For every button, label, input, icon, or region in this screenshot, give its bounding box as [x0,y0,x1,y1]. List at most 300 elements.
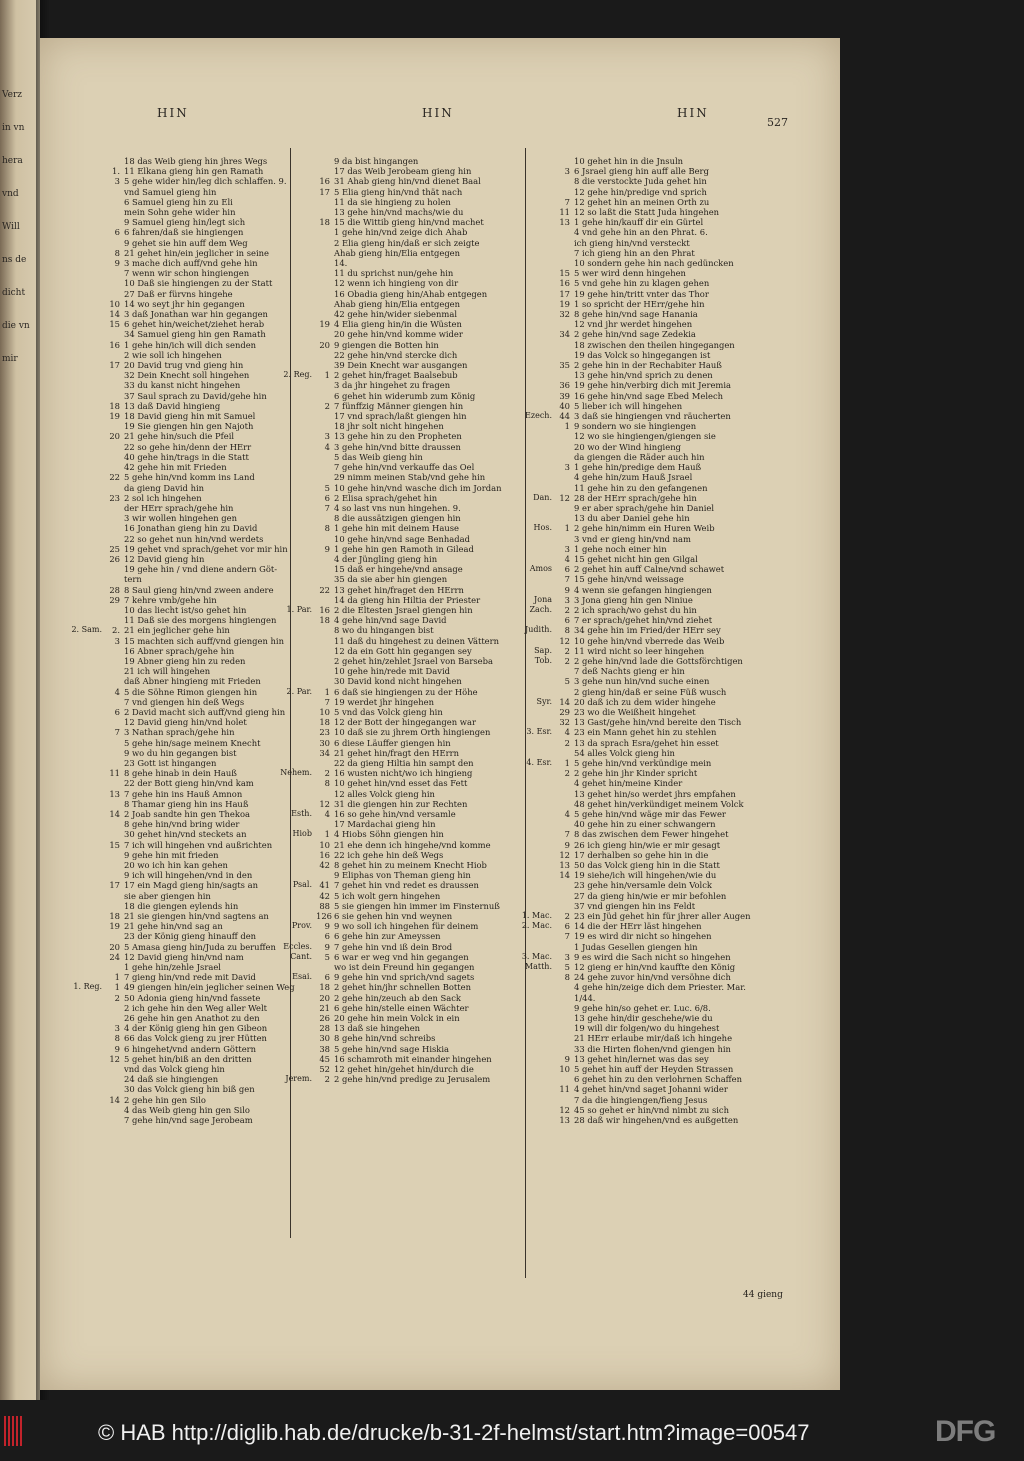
concordance-entry [556,1033,751,1043]
chapter-number: 6 [564,564,570,575]
chapter-number: 11 [559,1084,570,1095]
concordance-entry [556,789,751,799]
chapter-number: 8 [324,778,330,789]
concordance-entry [106,911,295,921]
book-abbreviation: Zach. [529,604,552,614]
book-abbreviation: 2. Mac. [521,921,552,931]
concordance-entry [316,309,501,319]
concordance-entry [556,370,751,380]
entry-text: 9 gehe hin mit frieden [124,849,219,860]
entry-text: 27 Daß er fürvns hingehe [124,288,233,299]
entry-text: 7 fünffzig Männer giengen hin [334,400,464,411]
entry-text: 11 Daß sie des morgens hingiengen [124,615,277,626]
concordance-entry [316,860,501,870]
chapter-number: 2 [564,768,570,779]
concordance-entry [316,278,501,288]
entry-text: 11 daß du hingehest zu deinen Vättern [334,635,500,646]
chapter-number: 4 [564,553,570,564]
concordance-entry [106,268,295,278]
chapter-number: 8 [114,1033,120,1044]
entry-text: 13 daß sie hingehen [334,1023,421,1034]
concordance-entry [106,993,295,1003]
chapter-number: 22 [319,584,330,595]
concordance-entry [106,421,295,431]
concordance-entry [106,758,295,768]
chapter-number: 5 [564,962,570,973]
entry-text: 20 daß ich zu dem wider hingehe [574,696,716,707]
concordance-entry [556,187,751,197]
chapter-number: 18 [319,717,330,728]
concordance-entry [556,717,751,727]
concordance-entry [106,227,295,237]
entry-text: 6 gehe hin zur Ameyssen [334,931,441,942]
chapter-number: 6 [114,227,120,238]
entry-text: vnd Samuel gieng hin [124,186,217,197]
entry-text: 6 gehe hin/stelle einen Wächter [334,1002,469,1013]
entry-text: 20 gehe hin/vnd komme wider [334,329,463,340]
entry-text: 19 gehe hin/verbirg dich mit Jeremia [574,380,732,391]
chapter-number: 9 [324,543,330,554]
entry-text: 32 Dein Knecht soll hingehen [124,370,250,381]
chapter-number: 8 [564,625,570,636]
concordance-entry [316,738,501,748]
concordance-entry [556,534,751,544]
concordance-entry [556,1074,751,1084]
concordance-entry [525,411,751,422]
entry-text: 9 sondern wo sie hingiengen [574,421,697,432]
entry-text: 11 gehe hin zu den gefangenen [574,482,708,493]
concordance-entry [106,1105,295,1115]
entry-text: 1 gehe hin/predige dem Hauß [574,462,702,473]
concordance-entry [316,248,501,258]
chapter-number: 13 [559,860,570,871]
chapter-number: 16 [559,278,570,289]
concordance-entry [556,513,751,523]
entry-text: 15 gehet nicht hin gen Gilgal [574,553,698,564]
chapter-number: 12 [319,798,330,809]
entry-text: 2 Elisa sprach/gehet hin [334,492,438,503]
book-abbreviation: Tob. [534,655,552,665]
concordance-entry [106,901,295,911]
concordance-column-3 [521,156,751,1126]
chapter-number: 4 [564,809,570,819]
concordance-entry [106,1115,295,1125]
concordance-entry [556,248,751,258]
entry-text: 12 gehe hin/predige vnd sprich [574,186,707,197]
concordance-entry [556,1044,751,1054]
entry-text: 3 gehe hin/vnd bitte draussen [334,441,461,452]
chapter-number: 15 [109,839,120,850]
concordance-entry [556,687,751,697]
entry-text: 12 gieng er hin/vnd kauffte den König [574,962,736,973]
concordance-entry [556,544,751,554]
attribution-link[interactable]: © HAB http://diglib.hab.de/drucke/b-31-2f-helmst/start.htm?image=00547 [98,1420,810,1445]
chapter-number: 34 [559,329,570,340]
chapter-number: 28 [319,1023,330,1034]
concordance-entry [106,880,295,890]
chapter-number: 52 [319,1064,330,1075]
concordance-entry [316,840,501,850]
entry-text: 2 gehe hin/zeuch ab den Sack [334,992,462,1003]
entry-text: 18 zwischen den theilen hingegangen [574,339,735,350]
entry-text: 5 vnd das Volck gieng hin [334,706,443,717]
concordance-entry [316,503,501,513]
concordance-entry [106,1074,295,1084]
chapter-number: 23 [109,492,120,503]
entry-text: 7 ich will hingehen vnd außrichten [124,839,273,850]
entry-text: 7 gehe hin/vnd sage Jerobeam [124,1115,253,1126]
chapter-number: 14 [559,696,570,707]
entry-text: 2 gehet hin/zehlet Jsrael von Barseba [334,655,493,666]
entry-text: 9 er aber sprach/gehe hin Daniel [574,502,715,513]
entry-text: 23 gehe hin/versamle dein Volck [574,880,712,891]
entry-text: 10 gehet hin/vnd esset das Fett [334,778,468,789]
concordance-entry [556,799,751,809]
entry-text: 20 wo ich hin kan gehen [124,860,228,871]
entry-text: 12 so laßt die Statt Juda hingehen [574,207,720,218]
chapter-number: 20 [109,941,120,952]
concordance-entry [106,442,295,452]
concordance-entry [106,309,295,319]
concordance-entry [106,666,295,676]
concordance-entry [316,401,501,411]
concordance-entry [524,962,751,973]
concordance-column-1 [71,156,295,1126]
concordance-entry [556,1003,751,1013]
entry-text: 10 daß sie zu jhrem Orth hingiengen [334,727,491,738]
entry-text: 17 vnd sprach/laßt giengen hin [334,411,467,422]
entry-text: 2 Joab sandte hin gen Thekoa [124,809,250,819]
concordance-entry [290,951,501,962]
chapter-number: 3 [564,462,570,473]
concordance-entry [106,860,295,870]
concordance-entry [106,636,295,646]
entry-text: 14. [334,258,348,269]
entry-text: 3 gehe nun hin/vnd suche einen [574,676,710,687]
entry-text: 3 Jona gieng hin gen Niniue [574,594,693,605]
book-abbreviation: 2. Sam. [71,625,102,635]
concordance-entry [106,829,295,839]
chapter-number: 12 [559,492,570,503]
chapter-number: 42 [319,890,330,901]
concordance-entry [106,789,295,799]
entry-text: 5 die Söhne Rimon giengen hin [124,686,258,697]
entry-text: 40 gehe hin/trags in die Statt [124,451,249,462]
concordance-entry [521,911,751,922]
entry-text: 5 gehet hin/biß an den dritten [124,1053,252,1064]
concordance-entry [556,707,751,717]
chapter-number: 3 [114,176,120,187]
chapter-number: 1 [564,523,570,534]
entry-text: 45 so gehet er hin/vnd nimbt zu sich [574,1104,730,1115]
entry-text: sie aber giengen hin [124,890,211,901]
entry-text: 1 gehe hin/kauff dir ein Gürtel [574,217,704,228]
chapter-number: 2 [324,400,330,411]
entry-text: 5 gehe hin/vnd komm ins Land [124,472,255,483]
entry-text: 20 wo der Wind hingieng [574,441,681,452]
concordance-entry [106,452,295,462]
concordance-entry [316,1003,501,1013]
concordance-entry [556,840,751,850]
concordance-entry [316,646,501,656]
concordance-entry [316,1064,501,1074]
entry-text: 21 ein jeglicher gehe hin [124,625,230,636]
entry-text: 5 das Weib gieng hin [334,451,423,462]
chapter-number: 19 [559,298,570,309]
entry-text: 17 derhalben so gehe hin in die [574,849,709,860]
chapter-number: 4 [324,809,330,819]
concordance-entry [556,217,751,227]
entry-text: 39 Dein Knecht war ausgangen [334,360,468,371]
entry-text: 16 Jonathan gieng hin zu David [124,523,258,534]
concordance-entry [316,676,501,686]
chapter-number: 12 [559,1104,570,1115]
chapter-number: 15 [559,268,570,279]
concordance-entry [316,156,501,166]
entry-text: 13 gehet hin/so werdet jhrs empfahen [574,788,736,799]
concordance-entry [556,748,751,758]
entry-text: 3 wir wollen hingehen gen [124,513,237,524]
chapter-number: 5 [324,951,330,962]
book-abbreviation: 4. Esr. [526,757,552,767]
book-abbreviation: Dan. [533,492,552,502]
entry-text: daß Abner hingieng mit Frieden [124,676,261,687]
concordance-entry [556,360,751,370]
chapter-number: 17 [559,288,570,299]
concordance-entry [316,707,501,717]
chapter-number: 16 [319,849,330,860]
entry-text: 13 gehe hin/vnd sprich zu denen [574,370,713,381]
concordance-entry [106,697,295,707]
entry-text: 3 daß sie hingiengen vnd räucherten [574,411,731,422]
concordance-entry [556,299,751,309]
chapter-number: 41 [319,880,330,891]
concordance-entry [556,268,751,278]
concordance-column-2 [280,156,502,1085]
concordance-entry [556,768,751,778]
chapter-number: 7 [564,829,570,840]
chapter-number: 19 [109,921,120,932]
concordance-entry [106,299,295,309]
chapter-number: 19 [109,411,120,422]
entry-text: 13 gehe hin/vnd machs/wie du [334,207,464,218]
entry-text: 2 gehe hin/vnd sage Zedekia [574,329,696,340]
concordance-entry [556,1054,751,1064]
concordance-entry [316,523,501,533]
concordance-entry [316,758,501,768]
entry-text: 4 Hiobs Söhn giengen hin [334,829,444,840]
concordance-entry [521,951,751,962]
chapter-number: 2 [324,1074,330,1085]
concordance-entry [316,227,501,237]
concordance-entry [556,676,751,686]
concordance-entry [556,401,751,411]
entry-text: 66 das Volck gieng zu jrer Hütten [124,1033,267,1044]
concordance-entry [533,523,751,534]
entry-text: 11 da sie hingieng zu holen [334,196,451,207]
chapter-number: 2 [324,768,330,779]
entry-text: 4 der König gieng hin gen Gibeon [124,1023,268,1034]
entry-text: 18 David gieng hin mit Samuel [124,411,256,422]
entry-text: 5 wer wird denn hingehen [574,268,686,279]
entry-text: mein Sohn gehe wider hin [124,207,236,218]
concordance-entry [556,503,751,513]
entry-text: 4 vnd gehe hin an den Phrat. 6. [574,227,708,238]
entry-text: 21 gehet hin/fragt den HErrn [334,747,459,758]
chapter-number: 2 [564,604,570,615]
concordance-entry [556,309,751,319]
book-abbreviation: 1. Reg. [73,982,102,992]
entry-text: 2 gehe hin jhr Kinder spricht [574,768,698,779]
concordance-entry [316,554,501,564]
chapter-number: 26 [109,553,120,564]
entry-text: 17 Mardachai gieng hin [334,819,436,830]
entry-text: 8 gehe hin/vnd schreibs [334,1033,436,1044]
chapter-number: 126 [316,911,332,922]
entry-text: 6 war er weg vnd hin gegangen [334,951,469,962]
entry-text: 40 gehe hin zu einer schwangern [574,819,716,830]
chapter-number: 20 [319,339,330,350]
entry-text: 20 David trug vnd gieng hin [124,360,244,371]
chapter-number: 18 [319,217,330,228]
entry-text: 2 die Eltesten Jsrael giengen hin [334,604,473,615]
entry-text: 21 gehet hin/ein jeglicher in seine [124,247,269,258]
concordance-entry [286,604,501,615]
concordance-entry [106,962,295,972]
chapter-number: 13 [559,217,570,228]
entry-text: 5 gehe hin/vnd sage Hiskia [334,1043,450,1054]
concordance-entry [316,1033,501,1043]
chapter-number: 8 [564,972,570,983]
concordance-entry [106,319,295,329]
entry-text: 13 gehe hin/dir geschehe/wie du [574,1013,713,1024]
entry-text: tern [124,574,142,585]
concordance-entry [556,156,751,166]
concordance-entry [316,197,501,207]
entry-text: 33 du kanst nicht hingehen [124,380,241,391]
entry-text: 22 ich gehe hin deß Wegs [334,849,444,860]
entry-text: 10 Daß sie hingiengen zu der Statt [124,278,273,289]
concordance-entry [106,738,295,748]
entry-text: 21 sie giengen hin/vnd sagtens an [124,911,269,922]
concordance-entry [316,187,501,197]
entry-text: 8 wo du hingangen bist [334,625,434,636]
chapter-number: 15 [109,319,120,330]
entry-text: 3 da jhr hingehet zu fragen [334,380,451,391]
entry-text: 3 daß Jonathan war hin gegangen [124,309,268,320]
entry-text: 5 gehet hin auff der Heyden Strassen [574,1064,734,1075]
concordance-entry [556,278,751,288]
concordance-entry [106,1084,295,1094]
concordance-entry [316,380,501,390]
chapter-number: 28 [109,584,120,595]
chapter-number: 7 [564,196,570,207]
entry-text: 7 deß Nachts gieng er hin [574,666,685,677]
entry-text: 1 so spricht der HErr/gehe hin [574,298,705,309]
entry-text: 42 gehe hin/wider siebenmal [334,309,458,320]
entry-text: 15 machten sich auff/vnd giengen hin [124,635,284,646]
entry-text: 8 gehe hinab in dein Hauß [124,768,237,779]
concordance-entry [316,717,501,727]
chapter-number: 2. [112,625,120,636]
concordance-entry [556,829,751,839]
entry-text: 6 diese Läuffer giengen hin [334,737,451,748]
entry-text: 54 alles Volck gieng hin [574,747,675,758]
book-abbreviation: 2. Par. [286,686,312,696]
chapter-number: 7 [564,931,570,942]
entry-text: 12 David gieng hin [124,553,205,564]
concordance-entry [556,329,751,339]
entry-text: 9 da bist hingangen [334,156,419,166]
concordance-entry [556,176,751,186]
concordance-entry [556,483,751,493]
entry-text: 9 Samuel gieng hin/legt sich [124,217,246,228]
entry-text: 21 HErr erlaube mir/daß ich hingehe [574,1033,733,1044]
entry-text: 2 gehe hin gen Silo [124,1094,206,1105]
chapter-number: 30 [319,737,330,748]
concordance-entry [106,1064,295,1074]
entry-text: 9 gehe hin/so gehet er. Luc. 6/8. [574,1002,711,1013]
entry-text: 31 die giengen hin zur Rechten [334,798,468,809]
concordance-entry [556,289,751,299]
entry-text: 11 du sprichst nun/gehe hin [334,268,454,279]
chapter-number: 45 [319,1053,330,1064]
concordance-entry [316,1054,501,1064]
book-abbreviation: Jona [534,594,552,604]
concordance-entry [556,452,751,462]
book-abbreviation: Syr. [536,696,552,706]
concordance-entry [106,1044,295,1054]
entry-text: 16 schamroth mit einander hingehen [334,1053,492,1064]
book-abbreviation: Psal. [292,880,312,890]
concordance-entry [316,982,501,992]
chapter-number: 1 [324,829,330,840]
concordance-entry [316,656,501,666]
chapter-number: 10 [559,1064,570,1075]
concordance-entry [316,544,501,554]
previous-page-edge [0,0,40,1400]
chapter-number: 23 [319,727,330,738]
chapter-number: 10 [319,706,330,717]
entry-text: 2 gehe hin/vnd lade die Gottsförchtigen [574,655,743,666]
concordance-entry [316,595,501,605]
concordance-entry [556,258,751,268]
chapter-number: 24 [109,951,120,962]
entry-text: 5 gehe hin/vnd verkündige mein [574,757,712,768]
entry-text: 35 da sie aber hin giengen [334,574,448,585]
concordance-entry [556,1105,751,1115]
entry-text: 28 daß wir hingehen/vnd es außgetten [574,1115,739,1126]
concordance-entry [316,615,501,625]
entry-text: 19 das Volck so hingegangen ist [574,349,711,360]
entry-text: 15 gehe hin/vnd weissage [574,574,684,585]
entry-text: 21 gehe hin/vnd sag an [124,921,223,932]
concordance-entry [556,982,751,992]
concordance-entry [556,472,751,482]
entry-text: 4 das Weib gieng hin gen Silo [124,1104,250,1115]
book-abbreviation: Hiob [292,829,312,839]
concordance-entry [556,238,751,248]
concordance-entry [316,360,501,370]
chapter-number: 36 [559,380,570,391]
concordance-entry [106,1054,295,1064]
concordance-entry [556,1115,751,1125]
concordance-entry [106,891,295,901]
entry-text: 4 Elia gieng hin/in die Wüsten [334,319,462,330]
concordance-entry [533,492,751,503]
page-number: 527 [767,116,788,129]
entry-text: 7 gieng hin/vnd rede mit David [124,972,256,983]
